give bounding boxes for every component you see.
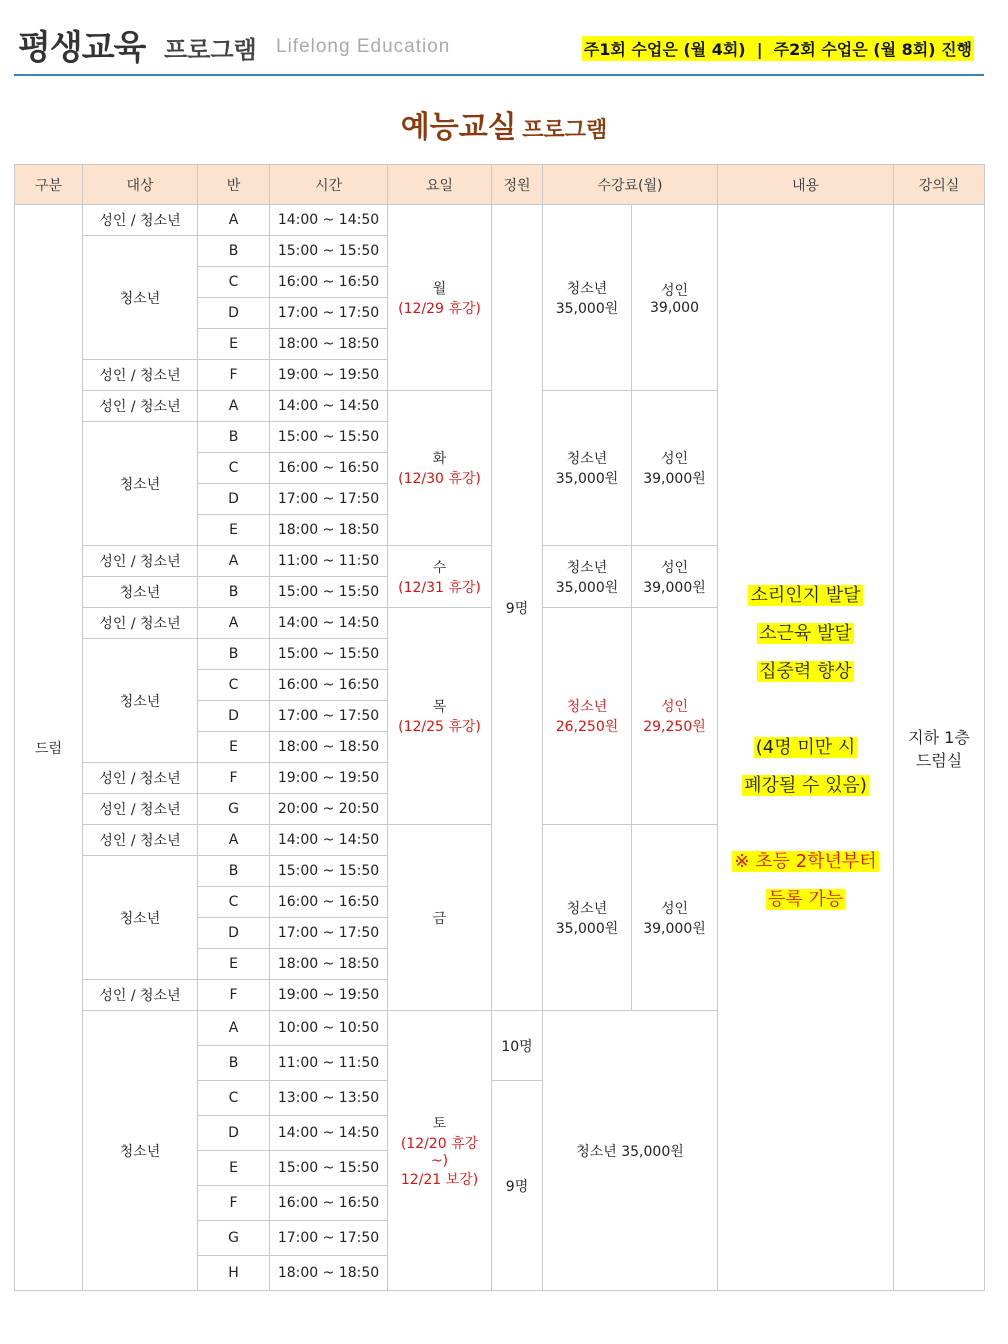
col-header-target: 대상 (83, 165, 198, 205)
time-cell: 17:00 ~ 17:50 (270, 918, 388, 949)
class-cell: F (198, 360, 270, 391)
time-cell: 14:00 ~ 14:50 (270, 1116, 388, 1151)
time-cell: 16:00 ~ 16:50 (270, 453, 388, 484)
class-cell: H (198, 1256, 270, 1291)
header-subtitle: 프로그램 (164, 36, 257, 64)
target-cell: 성인 / 청소년 (83, 980, 198, 1011)
class-cell: D (198, 918, 270, 949)
day-name: 목 (432, 699, 447, 715)
header-session-note: 주1회 수업은 (월 4회) | 주2회 수업은 (월 8회) 진행 (582, 36, 974, 61)
time-cell: 15:00 ~ 15:50 (270, 856, 388, 887)
time-cell: 14:00 ~ 14:50 (270, 205, 388, 236)
target-cell: 청소년 (83, 236, 198, 360)
day-cell (388, 608, 492, 825)
col-header-time: 시간 (270, 165, 388, 205)
youth-fee-cell: 청소년 26,250원 (543, 608, 632, 825)
time-cell: 14:00 ~ 14:50 (270, 825, 388, 856)
header-divider (14, 74, 984, 76)
header-english-title: Lifelong Education (276, 36, 451, 57)
header-title: 평생교육 (18, 28, 146, 68)
target-cell: 성인 / 청소년 (83, 825, 198, 856)
day-cell (388, 205, 492, 391)
class-cell: D (198, 701, 270, 732)
class-cell: D (198, 1116, 270, 1151)
class-cell: D (198, 484, 270, 515)
program-name: 예능교실 (400, 110, 517, 145)
capacity-cell: 10명 (492, 1011, 543, 1081)
col-header-category: 구분 (15, 165, 83, 205)
content-line (718, 805, 893, 843)
capacity-cell: 9명 (492, 205, 543, 1011)
target-cell: 성인 / 청소년 (83, 205, 198, 236)
day-name: 금 (432, 910, 447, 927)
youth-fee-cell: 청소년 35,000원 (543, 205, 632, 391)
content-highlight: 폐강될 수 있음) (744, 774, 867, 796)
schedule-table (14, 164, 985, 1291)
time-cell: 18:00 ~ 18:50 (270, 1256, 388, 1291)
time-cell: 18:00 ~ 18:50 (270, 515, 388, 546)
content-line (718, 615, 893, 653)
time-cell: 17:00 ~ 17:50 (270, 484, 388, 515)
day-name: 수 (432, 559, 447, 576)
class-cell: A (198, 825, 270, 856)
time-cell: 17:00 ~ 17:50 (270, 701, 388, 732)
time-cell: 15:00 ~ 15:50 (270, 236, 388, 267)
content-highlight: 소리인지 발달 (750, 584, 861, 606)
youth-fee-cell: 청소년 35,000원 (543, 825, 632, 1011)
class-cell: E (198, 329, 270, 360)
target-cell: 청소년 (83, 856, 198, 980)
time-cell: 19:00 ~ 19:50 (270, 360, 388, 391)
content-line (718, 691, 893, 729)
class-cell: C (198, 1081, 270, 1116)
time-cell: 13:00 ~ 13:50 (270, 1081, 388, 1116)
time-cell: 20:00 ~ 20:50 (270, 794, 388, 825)
day-holiday-note: (12/31 휴강) (398, 579, 481, 596)
time-cell: 16:00 ~ 16:50 (270, 670, 388, 701)
day-holiday-note: (12/20 휴강 ~) 12/21 보강) (400, 1135, 479, 1188)
class-cell: A (198, 205, 270, 236)
time-cell: 19:00 ~ 19:50 (270, 763, 388, 794)
time-cell: 14:00 ~ 14:50 (270, 608, 388, 639)
time-cell: 18:00 ~ 18:50 (270, 949, 388, 980)
class-cell: B (198, 1046, 270, 1081)
time-cell: 15:00 ~ 15:50 (270, 577, 388, 608)
target-cell: 성인 / 청소년 (83, 794, 198, 825)
content-highlight: ※ 초등 2학년부터 (734, 850, 877, 872)
day-name: 월 (432, 280, 447, 297)
table-row (15, 205, 985, 236)
col-header-content: 내용 (718, 165, 894, 205)
class-cell: G (198, 1221, 270, 1256)
time-cell: 15:00 ~ 15:50 (270, 422, 388, 453)
target-cell: 성인 / 청소년 (83, 608, 198, 639)
class-cell: A (198, 546, 270, 577)
class-cell: F (198, 980, 270, 1011)
youth-fee-cell: 청소년 35,000원 (543, 391, 632, 546)
adult-fee-cell: 성인 39,000 (632, 205, 718, 391)
content-line (718, 767, 893, 805)
time-cell: 18:00 ~ 18:50 (270, 732, 388, 763)
class-cell: E (198, 1151, 270, 1186)
class-cell: B (198, 422, 270, 453)
class-cell: A (198, 391, 270, 422)
class-cell: F (198, 1186, 270, 1221)
day-name: 화 (432, 451, 447, 467)
content-line (718, 729, 893, 767)
time-cell: 10:00 ~ 10:50 (270, 1011, 388, 1046)
time-cell: 19:00 ~ 19:50 (270, 980, 388, 1011)
day-holiday-note: (12/29 휴강) (398, 300, 481, 317)
table-header-row (15, 165, 985, 205)
adult-fee-cell: 성인 39,000원 (632, 391, 718, 546)
classroom-cell: 지하 1층 드럼실 (894, 205, 985, 1291)
class-cell: E (198, 732, 270, 763)
program-suffix: 프로그램 (522, 118, 608, 143)
col-header-capacity: 정원 (492, 165, 543, 205)
class-cell: C (198, 670, 270, 701)
col-header-fee: 수강료(월) (543, 165, 718, 205)
class-cell: B (198, 856, 270, 887)
target-cell: 성인 / 청소년 (83, 546, 198, 577)
day-name: 토 (432, 1115, 447, 1132)
day-cell (388, 546, 492, 608)
page-header (14, 18, 984, 76)
target-cell: 성인 / 청소년 (83, 391, 198, 422)
youth-fee-cell: 청소년 35,000원 (543, 546, 632, 608)
program-title (0, 102, 1008, 146)
content-highlight: 등록 가능 (767, 888, 844, 910)
day-holiday-note: (12/30 휴강) (398, 471, 481, 487)
adult-fee-cell: 성인 39,000원 (632, 546, 718, 608)
day-cell (388, 825, 492, 1011)
content-line (718, 653, 893, 691)
day-holiday-note: (12/25 휴강) (398, 719, 481, 735)
capacity-cell: 9명 (492, 1081, 543, 1291)
class-cell: F (198, 763, 270, 794)
target-cell: 청소년 (83, 639, 198, 763)
time-cell: 16:00 ~ 16:50 (270, 1186, 388, 1221)
target-cell: 성인 / 청소년 (83, 360, 198, 391)
time-cell: 11:00 ~ 11:50 (270, 546, 388, 577)
target-cell: 청소년 (83, 577, 198, 608)
content-line (718, 577, 893, 615)
class-cell: A (198, 1011, 270, 1046)
col-header-day: 요일 (388, 165, 492, 205)
content-highlight: 소근육 발달 (759, 622, 852, 644)
class-cell: G (198, 794, 270, 825)
time-cell: 17:00 ~ 17:50 (270, 1221, 388, 1256)
class-cell: B (198, 236, 270, 267)
class-cell: E (198, 949, 270, 980)
col-header-class: 반 (198, 165, 270, 205)
content-line (718, 881, 893, 919)
class-cell: C (198, 267, 270, 298)
time-cell: 18:00 ~ 18:50 (270, 329, 388, 360)
time-cell: 16:00 ~ 16:50 (270, 887, 388, 918)
target-cell: 청소년 (83, 1011, 198, 1291)
adult-fee-cell: 성인 39,000원 (632, 825, 718, 1011)
time-cell: 16:00 ~ 16:50 (270, 267, 388, 298)
class-cell: A (198, 608, 270, 639)
class-cell: C (198, 453, 270, 484)
class-cell: E (198, 515, 270, 546)
time-cell: 11:00 ~ 11:50 (270, 1046, 388, 1081)
time-cell: 15:00 ~ 15:50 (270, 639, 388, 670)
col-header-classroom: 강의실 (894, 165, 985, 205)
time-cell: 14:00 ~ 14:50 (270, 391, 388, 422)
target-cell: 성인 / 청소년 (83, 763, 198, 794)
content-cell (718, 205, 894, 1291)
class-cell: D (198, 298, 270, 329)
saturday-fee-cell: 청소년 35,000원 (543, 1011, 718, 1291)
category-cell: 드럼 (15, 205, 83, 1291)
target-cell: 청소년 (83, 422, 198, 546)
content-line (718, 843, 893, 881)
time-cell: 17:00 ~ 17:50 (270, 298, 388, 329)
class-cell: C (198, 887, 270, 918)
day-cell (388, 391, 492, 546)
class-cell: B (198, 577, 270, 608)
content-highlight: (4명 미만 시 (755, 736, 856, 758)
day-cell (388, 1011, 492, 1291)
time-cell: 15:00 ~ 15:50 (270, 1151, 388, 1186)
class-cell: B (198, 639, 270, 670)
adult-fee-cell: 성인 29,250원 (632, 608, 718, 825)
content-highlight: 집중력 향상 (759, 660, 852, 682)
